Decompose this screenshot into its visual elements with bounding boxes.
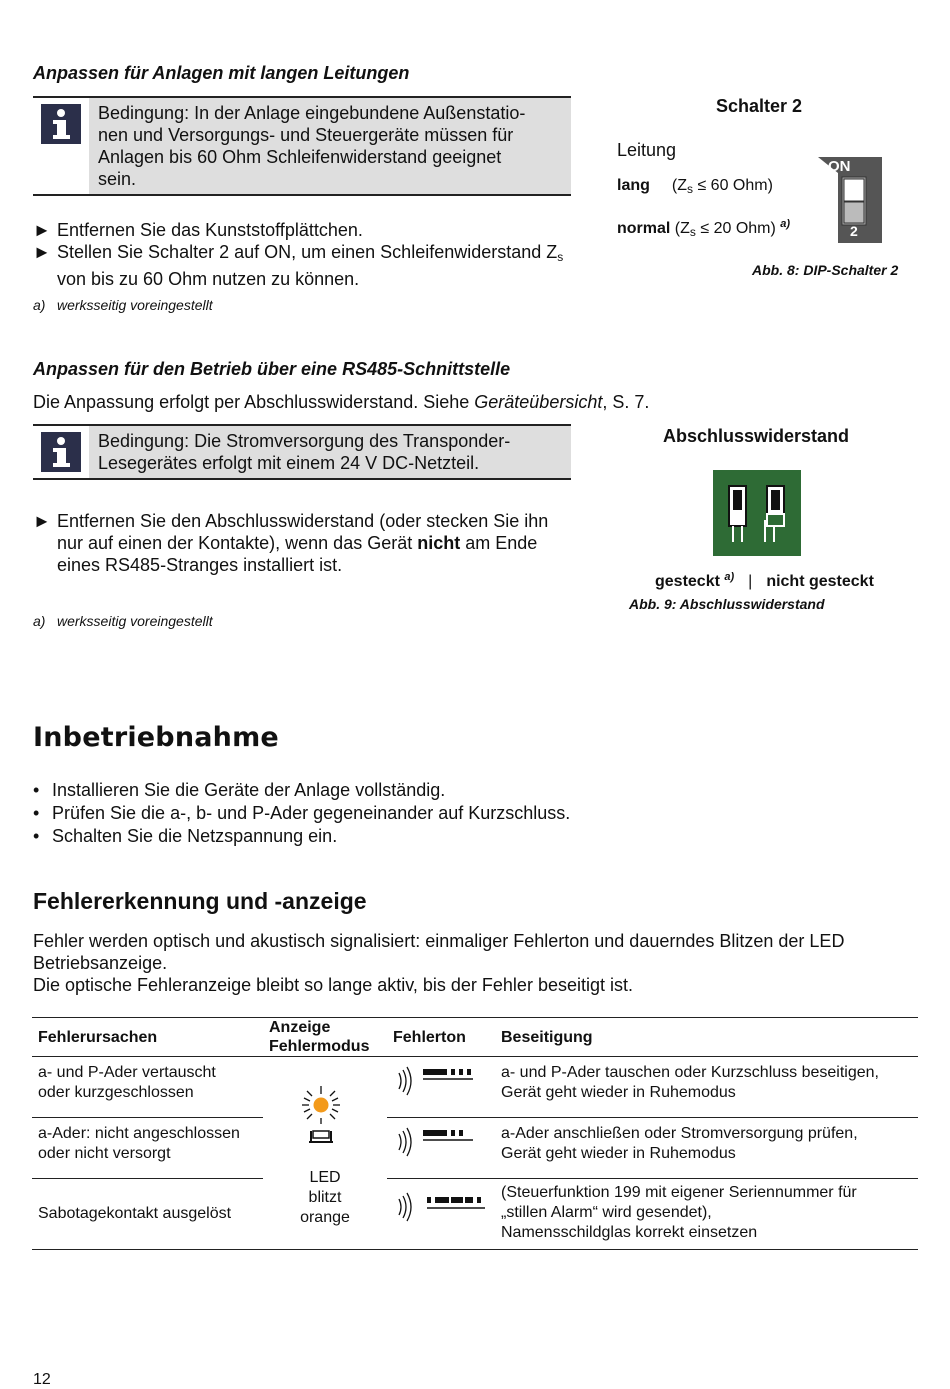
table-row xyxy=(32,1118,918,1179)
led-text: LED xyxy=(309,1169,341,1186)
instruction-list-2 xyxy=(33,510,603,576)
fix-cell: (Steuerfunktion 199 mit eigener Seriennummer für „stillen Alarm“ wird gesendet), Namensschildglas korrekt einsetzen xyxy=(495,1179,918,1250)
instruction-text: Entfernen Sie den Abschlusswiderstand (oder stecken Sie ihn xyxy=(57,511,549,531)
instruction-text: Entfernen Sie das Kunststoffplättchen. xyxy=(57,220,363,240)
commissioning-list xyxy=(33,779,570,848)
list-item: • Installieren Sie die Geräte der Anlage vollständig. xyxy=(33,780,446,800)
table-header-row xyxy=(32,1018,918,1057)
error-table xyxy=(32,1017,918,1250)
column-header: Anzeige Fehlermodus xyxy=(263,1018,387,1057)
option-lang: lang ($Z_s \le 60$ Ohm) xyxy=(617,177,773,196)
led-cell xyxy=(263,1057,387,1250)
info-line: nen und Versorgungs- und Steuergeräte müssen für xyxy=(98,125,514,145)
dip-switch-2 xyxy=(818,157,882,243)
instruction-list-1 xyxy=(33,219,603,290)
list-item: • Prüfen Sie die a-, b- und P-Ader gegeneinander auf Kurzschluss. xyxy=(33,803,571,823)
section-heading-long-lines: Anpassen für Anlagen mit langen Leitungen xyxy=(33,63,410,83)
fix-cell: a- und P-Ader tauschen oder Kurzschluss beseitigen, Gerät geht wieder in Ruhemodus xyxy=(495,1057,918,1118)
section-heading-rs485: Anpassen für den Betrieb über eine RS485-Schnittstelle xyxy=(33,359,511,379)
figure-caption: Abb. 8: DIP-Schalter 2 xyxy=(752,262,899,278)
cause-cell: a-Ader: nicht angeschlossen oder nicht versorgt xyxy=(32,1118,263,1179)
column-header: Beseitigung xyxy=(495,1018,918,1057)
info-icon xyxy=(33,98,89,194)
info-line: Anlagen bis 60 Ohm Schleifenwiderstand geeignet xyxy=(98,147,502,167)
list-item: • Schalten Sie die Netzspannung ein. xyxy=(33,826,338,846)
column-header: Fehlerton xyxy=(387,1018,495,1057)
footnote: a) werksseitig voreingestellt xyxy=(33,613,213,629)
figure-caption: Abb. 9: Abschlusswiderstand xyxy=(629,596,825,612)
table-row xyxy=(32,1179,918,1250)
info-icon xyxy=(33,426,89,478)
cause-cell: Sabotagekontakt ausgelöst xyxy=(32,1179,263,1250)
column-header: Fehlerursachen xyxy=(32,1018,263,1057)
arrow-bullet-icon: ► xyxy=(33,220,51,240)
tone-cell xyxy=(387,1057,495,1118)
info-line: Bedingung: In der Anlage eingebundene Außenstatio- xyxy=(98,103,526,123)
error-description: Fehler werden optisch und akustisch signalisiert: einmaliger Fehlerton und dauerndes Blitzen der LED Betriebsanzeige. Die optische Fehleranzeige bleibt so lange aktiv, bis der Fehler beseitigt ist. xyxy=(33,931,845,995)
section-heading-errors: Fehlererkennung und -anzeige xyxy=(33,888,367,914)
figure-title: Abschlusswiderstand xyxy=(663,426,850,446)
info-line: sein. xyxy=(98,169,137,189)
table-row xyxy=(32,1057,918,1118)
page-number: 12 xyxy=(33,1371,51,1388)
chapter-heading: Inbetriebnahme xyxy=(33,722,279,753)
instruction-text: nur auf einen der Kontakte), wenn das Gerät nicht am Ende xyxy=(57,533,538,553)
figure-label-leitung: Leitung xyxy=(617,140,677,160)
footnote: a) werksseitig voreingestellt xyxy=(33,297,213,313)
led-text: orange xyxy=(300,1209,350,1226)
instruction-text: von bis zu 60 Ohm nutzen zu können. xyxy=(57,269,360,289)
figure-title: Schalter 2 xyxy=(716,96,803,116)
instruction-text: eines RS485-Stranges installiert ist. xyxy=(57,555,343,575)
info-line: Lesegerätes erfolgt mit einem 24 V DC-Netzteil. xyxy=(98,453,480,473)
tone-cell xyxy=(387,1118,495,1179)
resistor-state-labels: gesteckt $^{a)}$ | nicht gesteckt xyxy=(655,571,874,590)
info-box-condition-2 xyxy=(33,424,571,480)
tone-cell xyxy=(387,1179,495,1250)
section-intro: Die Anpassung erfolgt per Abschlusswiderstand. Siehe Geräteübersicht, S. 7. xyxy=(33,392,650,412)
led-text: blitzt xyxy=(308,1189,342,1206)
error-tone-pattern-icon xyxy=(393,1185,485,1225)
instruction-text: Stellen Sie Schalter 2 auf ON, um einen Schleifenwiderstand $Z_s$ xyxy=(57,242,564,264)
arrow-bullet-icon: ► xyxy=(33,242,51,262)
fix-cell: a-Ader anschließen oder Stromversorgung prüfen, Gerät geht wieder in Ruhemodus xyxy=(495,1118,918,1179)
error-tone-pattern-icon xyxy=(393,1124,473,1160)
switch-number: 2 xyxy=(850,223,858,239)
info-box-condition-1 xyxy=(33,96,571,196)
arrow-bullet-icon: ► xyxy=(33,511,51,531)
error-tone-pattern-icon xyxy=(393,1063,473,1099)
led-blinking-icon xyxy=(296,1084,346,1154)
switch-on-label: ON xyxy=(828,158,851,175)
info-line: Bedingung: Die Stromversorgung des Transponder- xyxy=(98,431,511,451)
cause-cell: a- und P-Ader vertauscht oder kurzgeschlossen xyxy=(32,1057,263,1118)
termination-resistor-figure xyxy=(713,470,801,556)
option-normal: normal ($Z_s \le 20$ Ohm) $^{a)}$ xyxy=(617,218,791,239)
